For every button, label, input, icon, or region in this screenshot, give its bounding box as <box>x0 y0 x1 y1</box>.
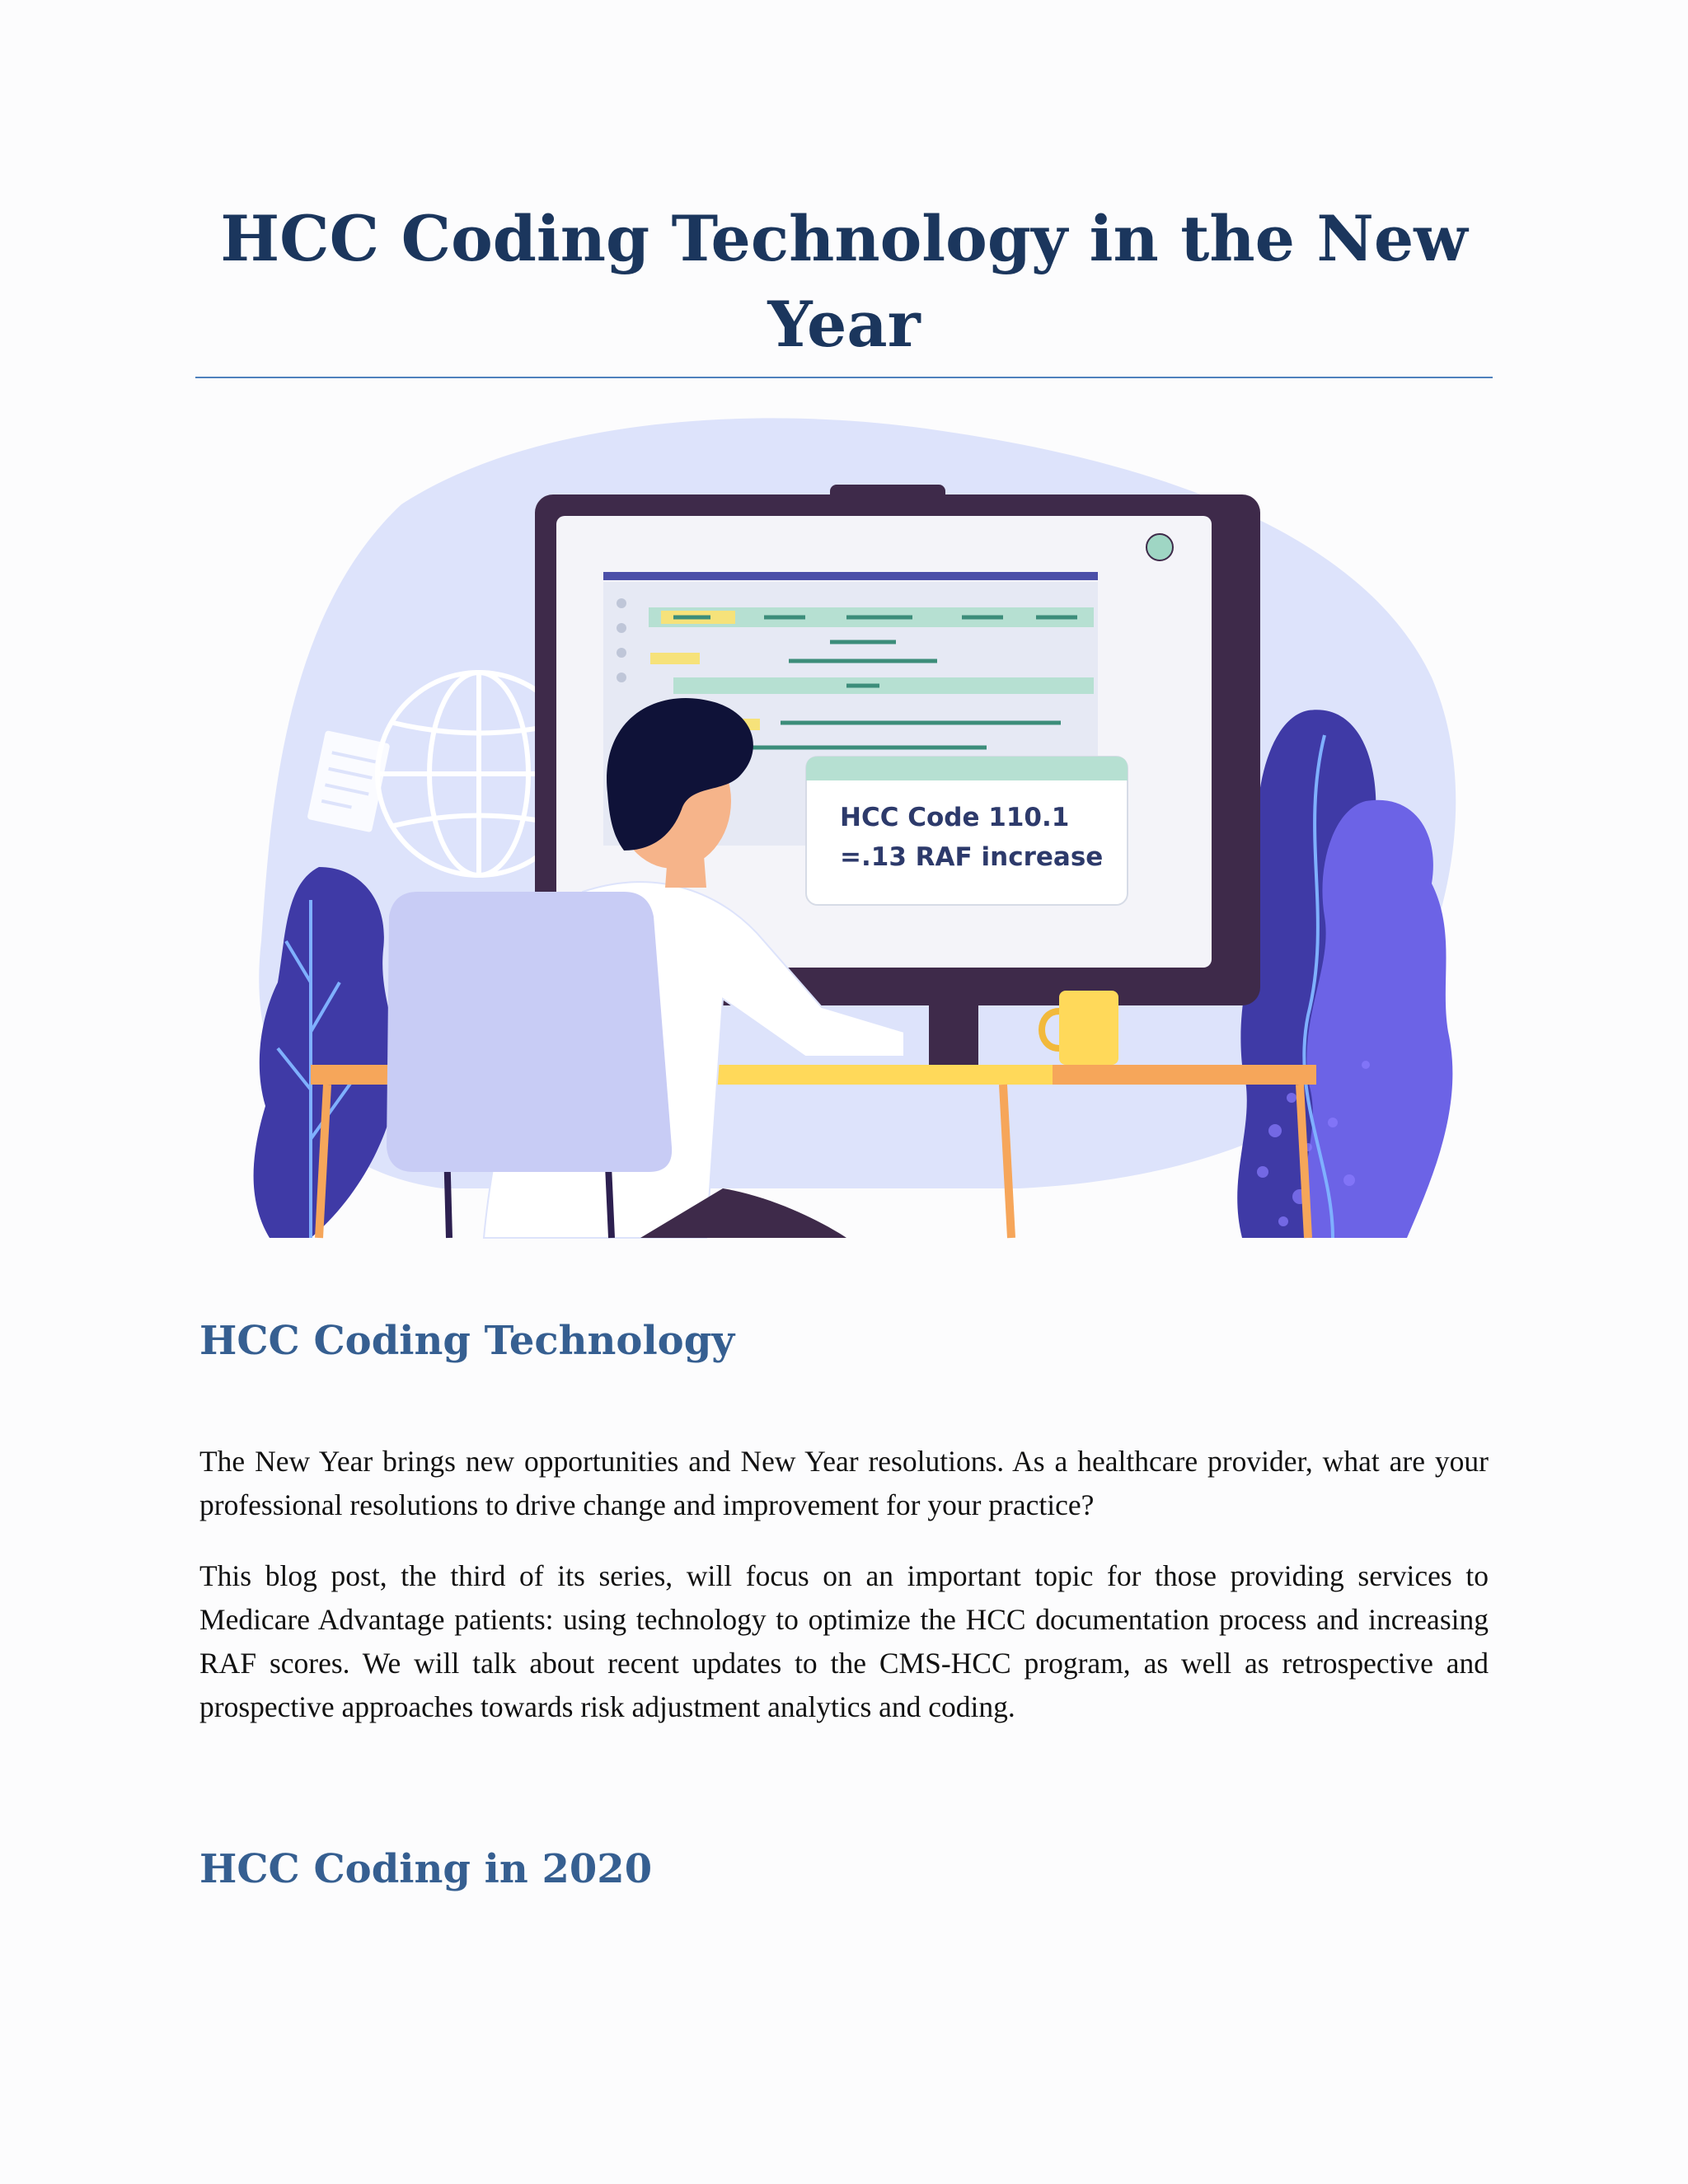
hcc-callout-card <box>806 757 1128 905</box>
section-heading-hcc-coding-technology: HCC Coding Technology <box>199 1318 735 1364</box>
title-divider <box>195 377 1493 378</box>
mug <box>1059 991 1118 1065</box>
page-title: HCC Coding Technology in the New Year <box>220 202 1468 361</box>
section-heading-hcc-coding-2020: HCC Coding in 2020 <box>199 1846 653 1892</box>
paragraph-series-focus: This blog post, the third of its series, will focus on an important topic for those providing services to Medicare Advantage patients: using technology to optimize the HCC documentation process and increasing RAF scores. We will talk about recent updates to the CMS-HCC program, as well as retrospective and prospective approaches towards risk adjustment analytics and coding. <box>199 1559 1489 1723</box>
callout-line-2: =.13 RAF increase <box>840 842 1104 872</box>
callout-line-1: HCC Code 110.1 <box>840 803 1070 832</box>
paragraph-intro: The New Year brings new opportunities and New Year resolutions. As a healthcare provider, what are your professional resolutions to drive change and improvement for your practice? <box>199 1445 1489 1521</box>
brain-icon <box>1146 534 1173 560</box>
hero-illustration <box>195 405 1493 1242</box>
